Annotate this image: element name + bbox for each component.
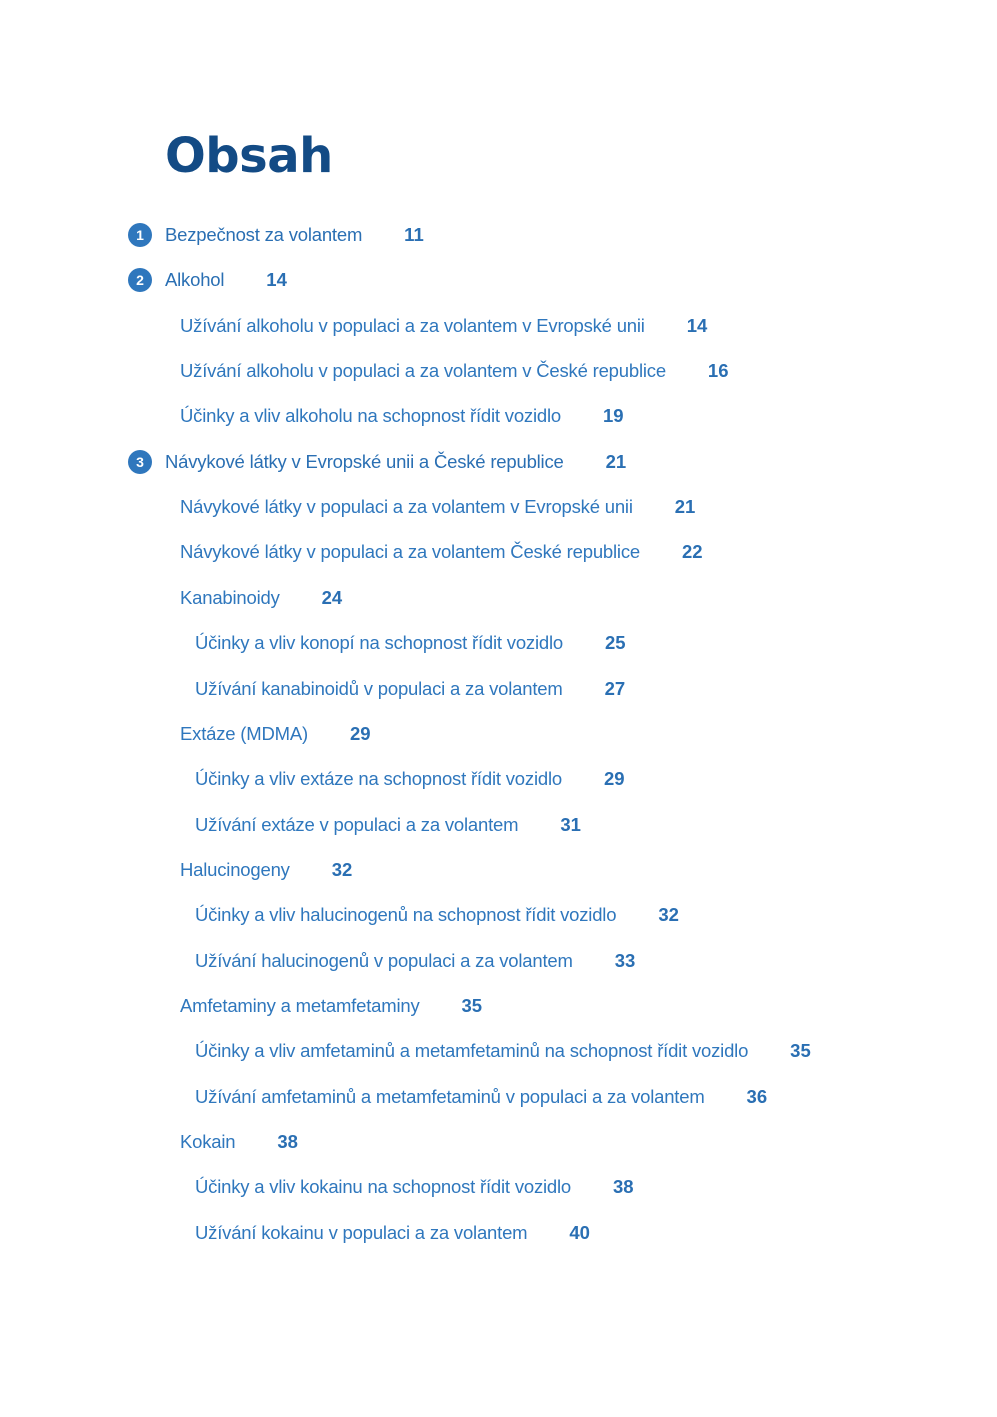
toc-page-number: 35 xyxy=(461,995,483,1016)
toc-entry-title: Kokain xyxy=(180,1131,236,1152)
toc-page-number: 24 xyxy=(321,587,343,608)
toc-subsection-entry[interactable] xyxy=(195,812,581,838)
toc-entry-title: Účinky a vliv alkoholu na schopnost řídit vozidlo xyxy=(180,405,561,426)
toc-entry-title: Účinky a vliv amfetaminů a metamfetaminů na schopnost řídit vozidlo xyxy=(195,1040,749,1061)
toc-entry-title: Užívání alkoholu v populaci a za volantem v Evropské unii xyxy=(180,315,645,336)
toc-section-entry[interactable] xyxy=(180,313,707,339)
toc-section-entry[interactable] xyxy=(180,585,342,611)
toc-entry-title: Návykové látky v populaci a za volantem v Evropské unii xyxy=(180,496,633,517)
toc-page-number: 36 xyxy=(746,1086,768,1107)
toc-section-entry[interactable] xyxy=(180,857,352,883)
toc-chapter-entry[interactable] xyxy=(165,222,424,248)
toc-page-number: 38 xyxy=(613,1176,634,1197)
toc-section-entry[interactable] xyxy=(180,1129,298,1155)
toc-page-number: 14 xyxy=(266,269,287,290)
toc-section-entry[interactable] xyxy=(180,993,482,1019)
toc-subsection-entry[interactable] xyxy=(195,1084,767,1110)
toc-subsection-entry[interactable] xyxy=(195,766,625,792)
toc-page-number: 14 xyxy=(686,315,708,336)
toc-page-number: 32 xyxy=(658,904,679,925)
chapter-number-badge: 2 xyxy=(128,268,152,292)
toc-page-number: 16 xyxy=(707,360,729,381)
toc-page-number: 25 xyxy=(604,632,626,653)
toc-entry-title: Užívání amfetaminů a metamfetaminů v populaci a za volantem xyxy=(195,1086,705,1107)
page-title: Obsah xyxy=(165,128,333,184)
toc-entry-title: Užívání extáze v populaci a za volantem xyxy=(195,814,519,835)
toc-entry-title: Užívání halucinogenů v populaci a za volantem xyxy=(195,950,573,971)
toc-page-number: 21 xyxy=(674,496,696,517)
toc-page-number: 27 xyxy=(604,678,626,699)
toc-subsection-entry[interactable] xyxy=(195,630,626,656)
toc-entry-title: Extáze (MDMA) xyxy=(180,723,308,744)
toc-section-entry[interactable] xyxy=(180,494,695,520)
toc-page-number: 40 xyxy=(569,1222,590,1243)
toc-page-number: 32 xyxy=(331,859,353,880)
toc-subsection-entry[interactable] xyxy=(195,948,635,974)
toc-section-entry[interactable] xyxy=(180,721,371,747)
toc-page-number: 19 xyxy=(602,405,624,426)
toc-entry-title: Bezpečnost za volantem xyxy=(165,224,363,245)
toc-page-number: 38 xyxy=(277,1131,298,1152)
toc-subsection-entry[interactable] xyxy=(195,676,625,702)
toc-entry-title: Kanabinoidy xyxy=(180,587,280,608)
chapter-number-badge: 3 xyxy=(128,450,152,474)
toc-entry-title: Návykové látky v populaci a za volantem České republice xyxy=(180,541,640,562)
toc-page-number: 29 xyxy=(349,723,371,744)
toc-entry-title: Účinky a vliv extáze na schopnost řídit vozidlo xyxy=(195,768,562,789)
toc-subsection-entry[interactable] xyxy=(195,902,679,928)
toc-entry-title: Alkohol xyxy=(165,269,225,290)
toc-entry-title: Amfetaminy a metamfetaminy xyxy=(180,995,420,1016)
toc-entry-title: Užívání kokainu v populaci a za volantem xyxy=(195,1222,528,1243)
toc-chapter-entry[interactable] xyxy=(165,267,287,293)
toc-subsection-entry[interactable] xyxy=(195,1174,634,1200)
toc-section-entry[interactable] xyxy=(180,539,703,565)
toc-entry-title: Účinky a vliv kokainu na schopnost řídit vozidlo xyxy=(195,1176,572,1197)
toc-page-number: 11 xyxy=(404,224,424,245)
toc-entry-title: Užívání alkoholu v populaci a za volantem v České republice xyxy=(180,360,666,381)
toc-page-number: 22 xyxy=(681,541,703,562)
toc-page-number: 21 xyxy=(605,451,627,472)
toc-section-entry[interactable] xyxy=(180,403,624,429)
toc-page-number: 31 xyxy=(560,814,581,835)
toc-chapter-entry[interactable] xyxy=(165,449,626,475)
chapter-number-badge: 1 xyxy=(128,223,152,247)
toc-entry-title: Účinky a vliv halucinogenů na schopnost řídit vozidlo xyxy=(195,904,617,925)
toc-entry-title: Užívání kanabinoidů v populaci a za volantem xyxy=(195,678,563,699)
toc-page-number: 29 xyxy=(603,768,625,789)
toc-entry-title: Návykové látky v Evropské unii a České republice xyxy=(165,451,564,472)
toc-page-number: 35 xyxy=(790,1040,811,1061)
toc-subsection-entry[interactable] xyxy=(195,1038,811,1064)
toc-page-number: 33 xyxy=(614,950,636,971)
toc-section-entry[interactable] xyxy=(180,358,729,384)
toc-subsection-entry[interactable] xyxy=(195,1220,590,1246)
toc-entry-title: Halucinogeny xyxy=(180,859,290,880)
toc-entry-title: Účinky a vliv konopí na schopnost řídit vozidlo xyxy=(195,632,563,653)
